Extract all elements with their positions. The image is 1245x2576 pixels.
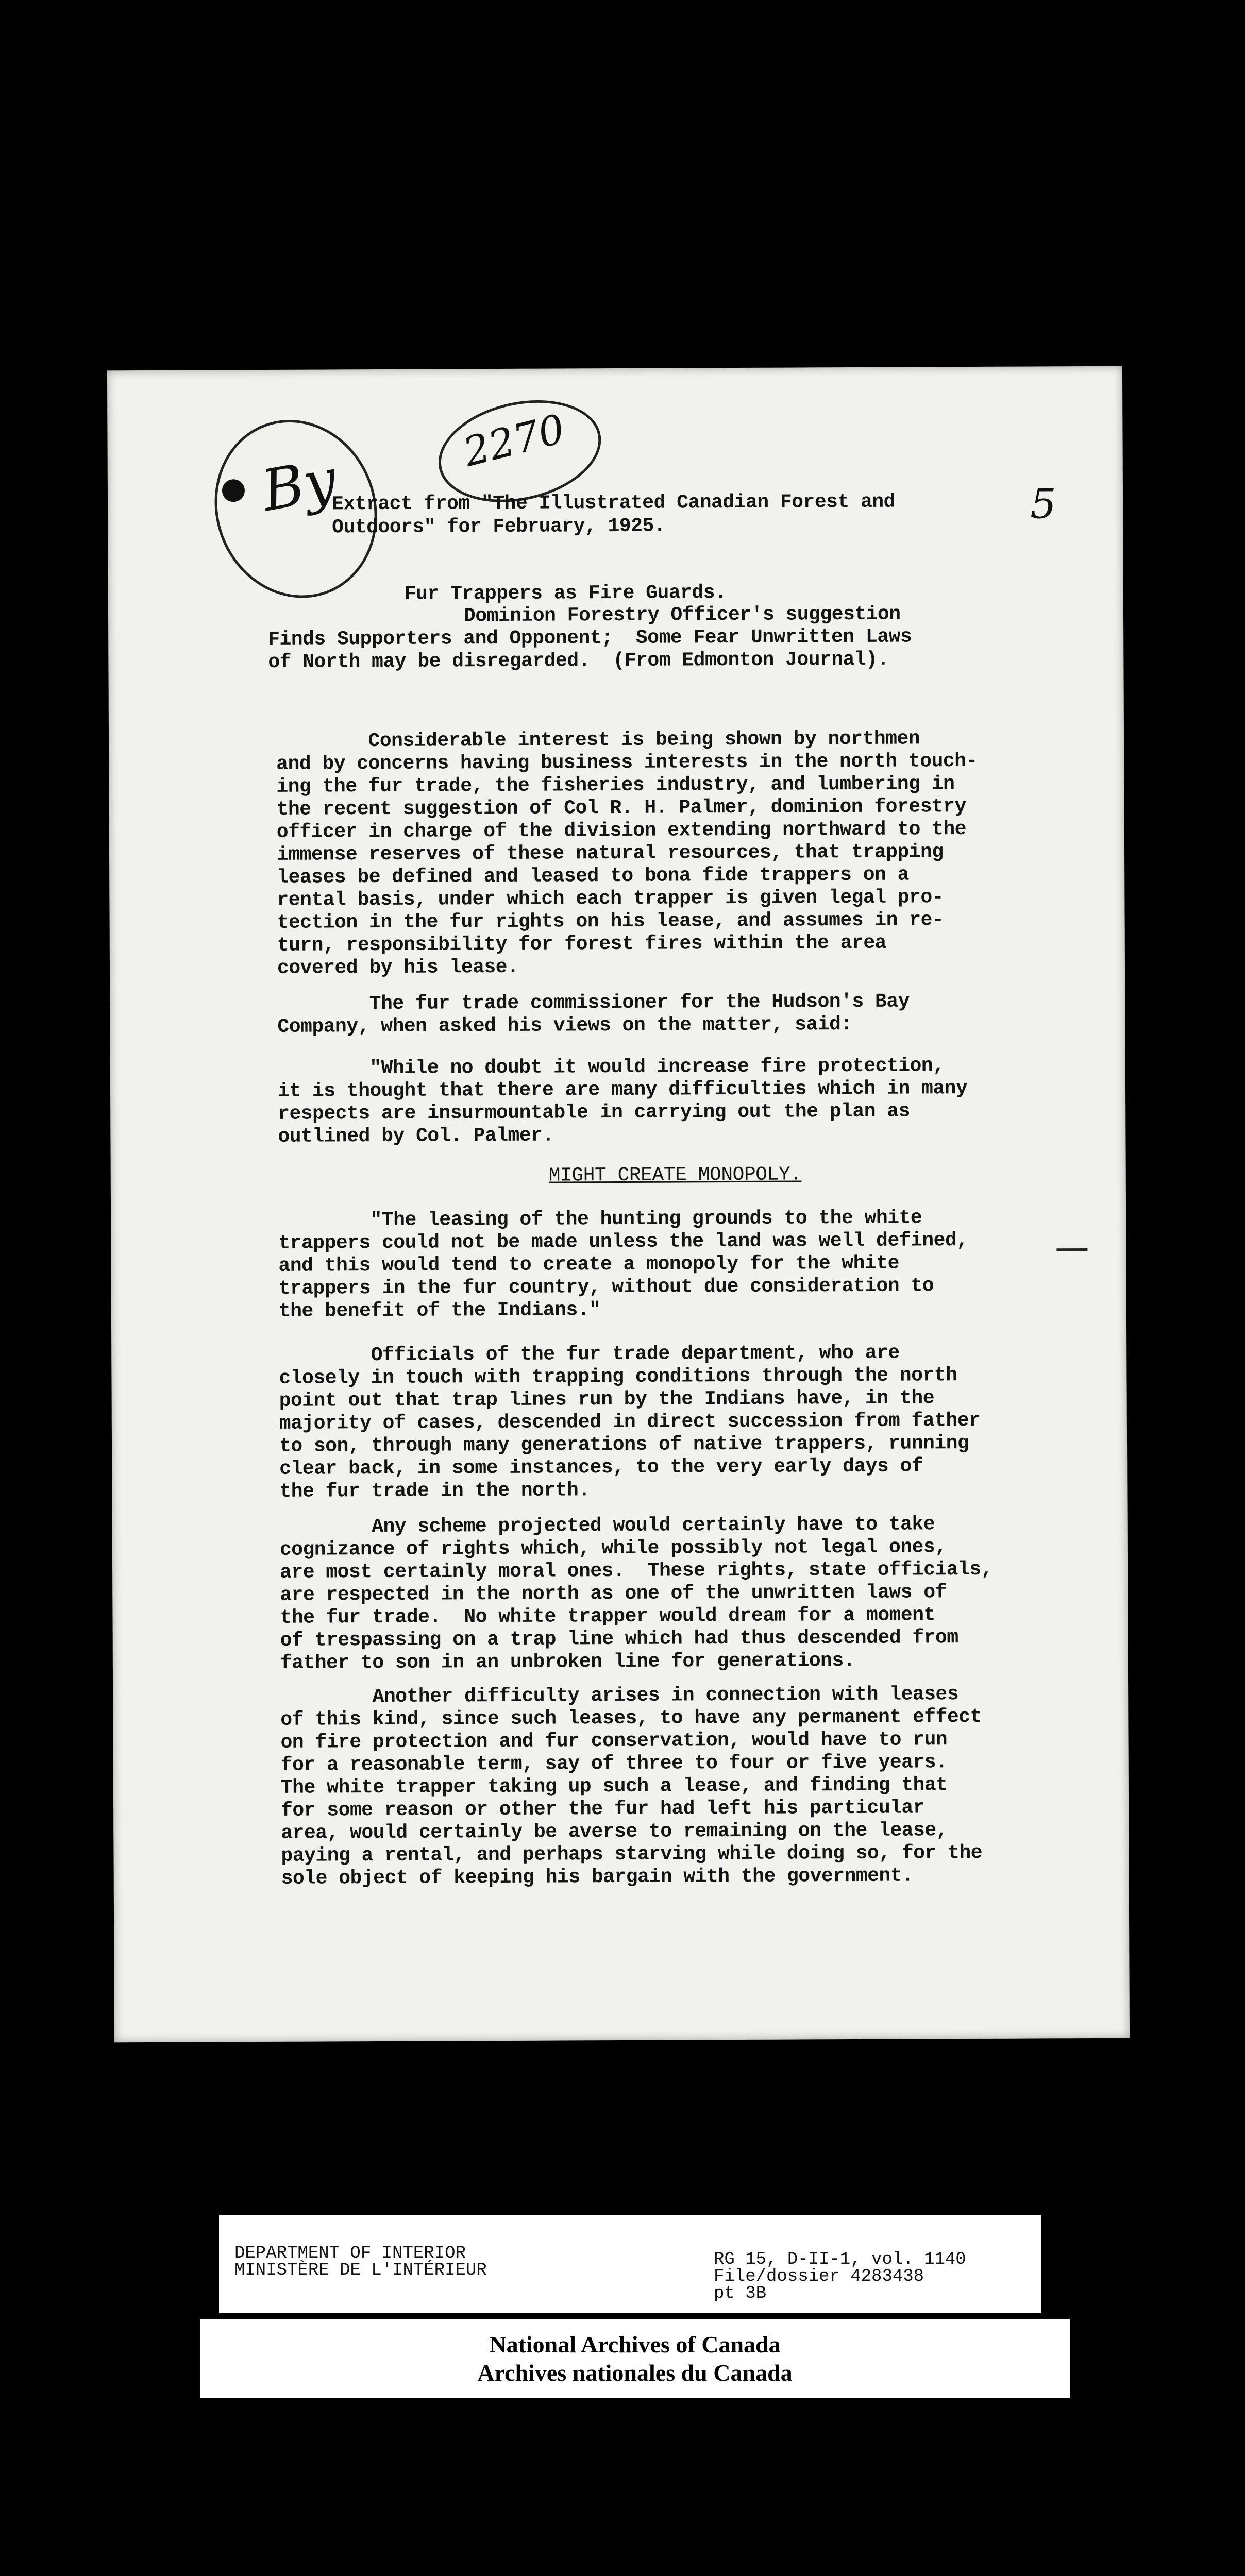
text-line: officer in charge of the division extending northward to the (276, 818, 967, 843)
text-line: on fire protection and fur conservation, would have to run (280, 1728, 948, 1754)
part-number: pt 3B (714, 2284, 767, 2303)
text-line: paying a rental, and perhaps starving while doing so, for the (281, 1841, 983, 1867)
text-line: "While no doubt it would increase fire protection, (277, 1055, 945, 1080)
body-paragraph-4 (278, 1206, 1052, 1323)
text-line: tection in the fur rights on his lease, and assumes in re- (277, 909, 944, 934)
text-line: and by concerns having business interests in the north touch- (276, 750, 978, 775)
text-line: leases be defined and leased to bona fide trappers on a (277, 863, 910, 889)
text-line: for a reasonable term, say of three to four or five years. (280, 1751, 948, 1776)
text-line: The fur trade commissioner for the Hudson's Bay (277, 990, 910, 1015)
text-line: area, would certainly be averse to remaining on the lease, (281, 1819, 948, 1844)
headline-line-1: Fur Trappers as Fire Guards. (404, 582, 727, 605)
text-line: to son, through many generations of native trappers, running (279, 1432, 969, 1458)
text-line: the fur trade in the north. (279, 1479, 590, 1503)
body-paragraph-2 (277, 990, 1050, 1039)
text-line: majority of cases, descended in direct succession from father (279, 1409, 981, 1435)
text-line: it is thought that there are many difficulties which in many (277, 1077, 968, 1103)
text-line: Considerable interest is being shown by northmen (276, 727, 920, 753)
handwritten-initials: By (257, 446, 342, 524)
headline-line-4: of North may be disregarded. (From Edmonton Journal). (268, 648, 889, 673)
text-line: are respected in the north as one of the unwritten laws of (280, 1581, 947, 1606)
text-line: ing the fur trade, the fisheries industry, and lumbering in (276, 773, 955, 798)
document-page (107, 366, 1130, 2043)
body-paragraph-3 (278, 1054, 1051, 1148)
national-archives-banner (200, 2319, 1070, 2398)
text-line: Another difficulty arises in connection with leases (280, 1683, 959, 1708)
file-number: File/dossier 4283438 (714, 2267, 924, 2286)
department-name-fr: MINISTÈRE DE L'INTÉRIEUR (234, 2261, 487, 2280)
text-line: trappers in the fur country, without due consideration to (278, 1275, 934, 1300)
text-line: the recent suggestion of Col R. H. Palmer, dominion forestry (276, 795, 966, 821)
text-line: The white trapper taking up such a lease, and finding that (280, 1774, 948, 1799)
subheading: MIGHT CREATE MONOPOLY. (548, 1163, 802, 1187)
margin-dash-mark (1056, 1248, 1087, 1251)
margin-mark: 5 (1030, 480, 1057, 528)
text-line: are most certainly moral ones. These rights, state officials, (280, 1558, 993, 1584)
record-group-reference: RG 15, D-II-1, vol. 1140 (714, 2250, 966, 2269)
handwritten-file-number: 2270 (459, 405, 570, 476)
department-name-en: DEPARTMENT OF INTERIOR (234, 2244, 466, 2263)
text-line: respects are insurmountable in carrying out the plan as (278, 1100, 911, 1125)
header-line-2: Outdoors" for February, 1925. (332, 515, 666, 539)
text-line: Officials of the fur trade department, who are (279, 1342, 900, 1367)
text-line: "The leasing of the hunting grounds to the white (278, 1207, 922, 1232)
body-paragraph-7 (280, 1683, 1054, 1890)
text-line: covered by his lease. (277, 956, 519, 979)
archival-reference-label (219, 2215, 1041, 2313)
text-line: Any scheme projected would certainly have to take (279, 1513, 935, 1538)
body-paragraph-6 (280, 1513, 1053, 1675)
headline-line-3: Finds Supporters and Opponent; Some Fear Unwritten Laws (268, 625, 912, 651)
text-line: the benefit of the Indians." (278, 1299, 601, 1323)
text-line: trappers could not be made unless the land was well defined, (278, 1229, 968, 1255)
text-line: for some reason or other the fur had left his particular (281, 1797, 925, 1822)
text-line: the fur trade. No white trapper would dream for a moment (280, 1604, 935, 1629)
text-line: sole object of keeping his bargain with the government. (281, 1865, 914, 1890)
text-line: closely in touch with trapping conditions through the north (279, 1364, 957, 1389)
text-line: immense reserves of these natural resources, that trapping (276, 841, 944, 866)
text-line: of this kind, since such leases, to have any permanent effect (280, 1705, 982, 1731)
body-paragraph-5 (279, 1341, 1052, 1503)
archives-name-en: National Archives of Canada (489, 2331, 781, 2358)
text-line: outlined by Col. Palmer. (278, 1124, 554, 1148)
text-line: of trespassing on a trap line which had thus descended from (280, 1626, 958, 1652)
headline-line-2: Dominion Forestry Officer's suggestion (463, 603, 901, 628)
text-line: clear back, in some instances, to the very early days of (279, 1455, 923, 1480)
header-line-1: Extract from "The Illustrated Canadian Forest and (331, 490, 896, 516)
ink-dot (222, 479, 245, 502)
text-line: rental basis, under which each trapper is given legal pro- (277, 886, 944, 911)
text-line: turn, responsibility for forest fires within the area (277, 931, 886, 957)
body-paragraph-1 (276, 727, 1050, 980)
text-line: Company, when asked his views on the matter, said: (277, 1013, 852, 1038)
text-line: cognizance of rights which, while possibly not legal ones, (279, 1536, 947, 1561)
text-line: father to son in an unbroken line for generations. (280, 1650, 855, 1674)
text-line: and this would tend to create a monopoly for the white (278, 1252, 900, 1277)
text-line: point out that trap lines run by the Indians have, in the (279, 1387, 935, 1412)
archives-name-fr: Archives nationales du Canada (477, 2360, 793, 2386)
